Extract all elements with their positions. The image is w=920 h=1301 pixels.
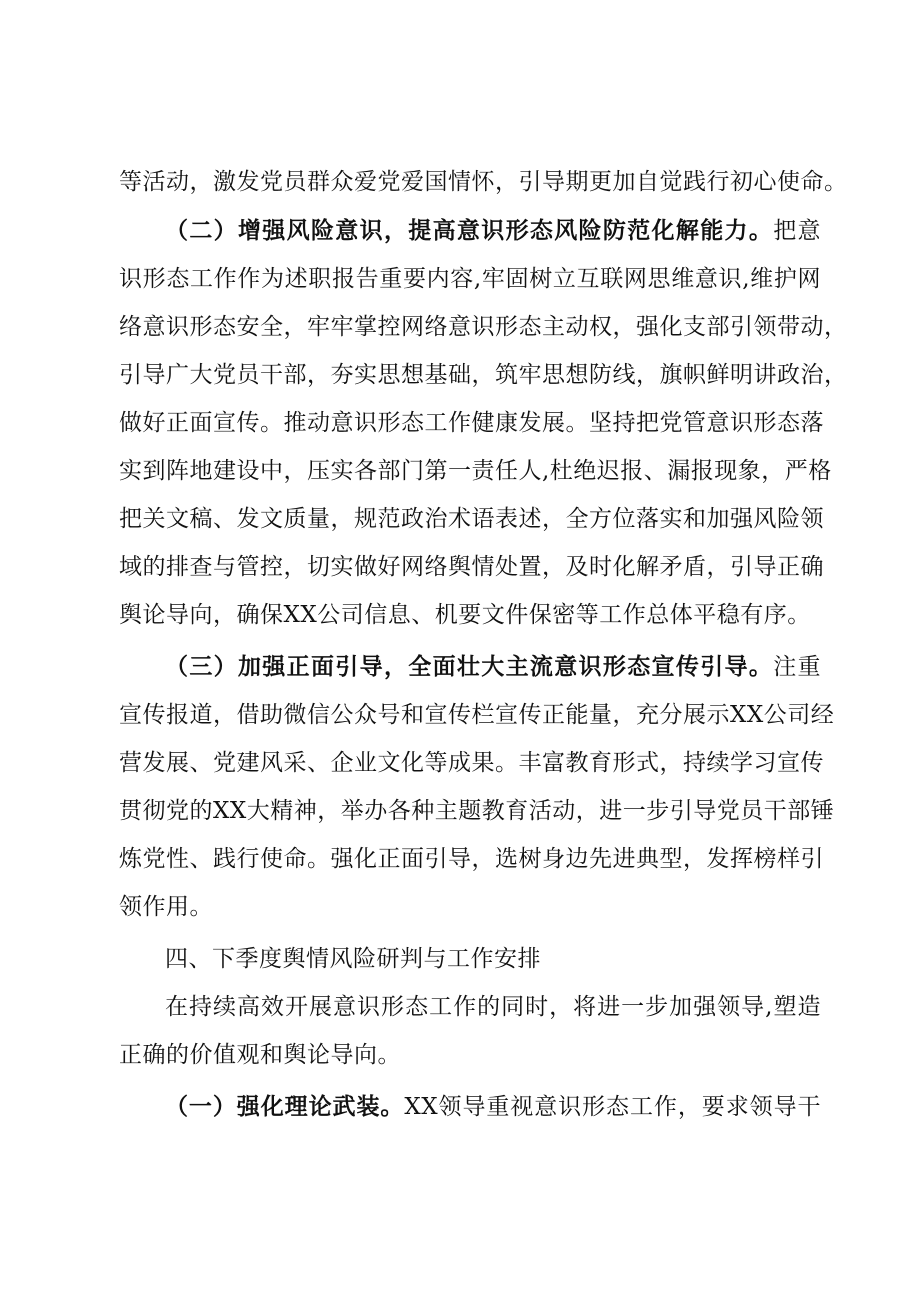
paragraph-text: 注重 (773, 654, 822, 680)
paragraph-line: 把关文稿、发文质量，规范政治术语表述，全方位落实和加强风险领 (119, 506, 824, 532)
paragraph-line: 络意识形态安全，牢牢掌控网络意识形态主动权，强化支部引领带动， (119, 314, 848, 340)
section-heading: 四、下季度舆情风险研判与工作安排 (165, 946, 541, 972)
paragraph-line: 贯彻党的XX大精神，举办各种主题教育活动，进一步引导党员干部锤 (119, 798, 835, 824)
paragraph-heading: （三）加强正面引导，全面壮大主流意识形态宣传引导。 (165, 653, 774, 680)
paragraph-first-line (119, 211, 821, 251)
paragraph-line-last: 舆论导向，确保XX公司信息、机要文件保密等工作总体平稳有序。 (119, 602, 811, 628)
paragraph-text: 把意 (773, 218, 822, 244)
paragraph-line: 实到阵地建设中，压实各部门第一责任人,杜绝迟报、漏报现象，严格 (119, 458, 832, 484)
paragraph-heading: （二）增强风险意识，提高意识形态风险防范化解能力。 (165, 217, 774, 244)
paragraph-first-line: 在持续高效开展意识形态工作的同时，将进一步加强领导,塑造 (165, 994, 821, 1020)
paragraph-line: 引导广大党员干部，夯实思想基础，筑牢思想防线，旗帜鲜明讲政治， (119, 362, 848, 388)
paragraph-first-line (119, 1087, 821, 1127)
paragraph-line: 识形态工作作为述职报告重要内容,牢固树立互联网思维意识,维护网 (119, 266, 821, 292)
paragraph-line: 炼党性、践行使命。强化正面引导，选树身边先进典型，发挥榜样引 (119, 846, 824, 872)
paragraph-heading: （一）强化理论武装。 (165, 1093, 405, 1120)
paragraph-first-line (119, 647, 821, 687)
paragraph-line: 域的排查与管控，切实做好网络舆情处置，及时化解矛盾，引导正确 (119, 554, 824, 580)
paragraph-line-last: 领作用。 (119, 894, 213, 920)
paragraph-line: 等活动，激发党员群众爱党爱国情怀，引导期更加自觉践行初心使命。 (119, 169, 848, 195)
paragraph-text: XX领导重视意识形态工作，要求领导干 (404, 1094, 821, 1120)
paragraph-line-last: 正确的价值观和舆论导向。 (119, 1042, 401, 1068)
paragraph-line: 营发展、党建风采、企业文化等成果。丰富教育形式，持续学习宣传 (119, 750, 824, 776)
paragraph-line: 做好正面宣传。推动意识形态工作健康发展。坚持把党管意识形态落 (119, 410, 824, 436)
paragraph-line: 宣传报道，借助微信公众号和宣传栏宣传正能量，充分展示XX公司经 (119, 702, 835, 728)
